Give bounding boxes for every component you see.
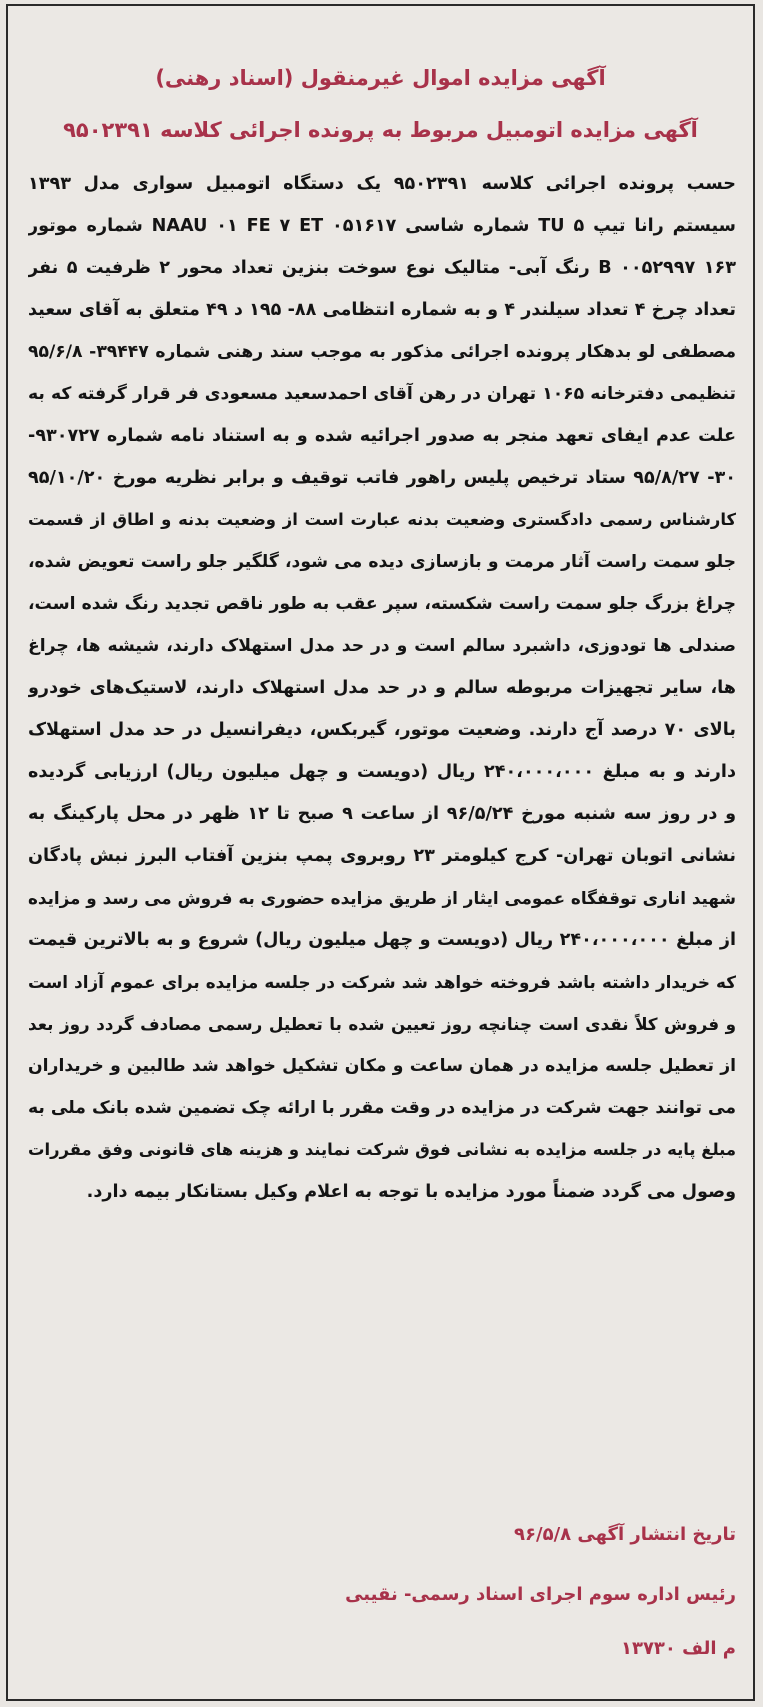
body-line: جلو سمت راست آثار مرمت و بازسازی دیده می شود، گلگیر جلو راست تعویض شده، bbox=[28, 552, 736, 572]
body-line: و در روز سه شنبه مورخ ۹۶/۵/۲۴ از ساعت ۹ صبح تا ۱۲ ظهر در محل پارکینگ به bbox=[28, 804, 736, 824]
body-line: وصول می گردد ضمناً مورد مزایده با توجه به اعلام وکیل بستانکار بیمه دارد. bbox=[86, 1182, 736, 1202]
body-line: از تعطیل جلسه مزایده در همان ساعت و مکان تشکیل خواهد شد طالبین و خریداران bbox=[28, 1056, 736, 1076]
notice-frame bbox=[6, 4, 755, 1701]
body-line: شهید اناری توقفگاه عمومی ایثار از طریق مزایده حضوری به فروش می رسد و مزایده bbox=[28, 888, 736, 908]
body-line: دارند و به مبلغ ۲۴۰،۰۰۰،۰۰۰ ریال (دویست و چهل میلیون ریال) ارزیابی گردیده bbox=[28, 762, 736, 782]
body-line: علت عدم ایفای تعهد منجر به صدور اجرائیه شده و به استناد نامه شماره ۹۳۰۷۲۷- bbox=[28, 426, 736, 446]
body-line: نشانی اتوبان تهران- کرج کیلومتر ۲۳ روبروی پمپ بنزین آفتاب البرز نبش پادگان bbox=[28, 846, 736, 866]
body-line: کارشناس رسمی دادگستری وضعیت بدنه عبارت است از وضعیت بدنه و اطاق از قسمت bbox=[28, 510, 736, 529]
body-line: می توانند جهت شرکت در مزایده در وقت مقرر با ارائه چک تضمین شده بانک ملی به bbox=[28, 1098, 736, 1118]
reference-code: م الف ۱۳۷۳۰ bbox=[620, 1638, 736, 1659]
body-line: مبلغ پایه در جلسه مزایده به نشانی فوق شرکت نمایند و هزینه های قانونی وفق مقررات bbox=[28, 1140, 736, 1159]
body-line: حسب پرونده اجرائی کلاسه ۹۵۰۲۳۹۱ یک دستگاه اتومبیل سواری مدل ۱۳۹۳ bbox=[28, 174, 736, 194]
body-line: ها، سایر تجهیزات مربوطه سالم و در حد مدل استهلاک دارند، لاستیک‌های خودرو bbox=[28, 678, 736, 698]
body-line: و فروش کلاً نقدی است چنانچه روز تعیین شده با تعطیل رسمی مصادف گردد روز بعد bbox=[28, 1014, 736, 1034]
body-line: که خریدار داشته باشد فروخته خواهد شد شرکت در جلسه مزایده برای عموم آزاد است bbox=[28, 972, 736, 992]
body-line: بالای ۷۰ درصد آج دارند. وضعیت موتور، گیربکس، دیفرانسیل در حد مدل استهلاک bbox=[28, 720, 736, 740]
body-line: ۱۶۳ B ۰۰۵۲۹۹۷ رنگ آبی- متالیک نوع سوخت بنزین تعداد محور ۲ ظرفیت ۵ نفر bbox=[28, 258, 736, 278]
publish-date: تاریخ انتشار آگهی ۹۶/۵/۸ bbox=[514, 1524, 736, 1545]
signature: رئیس اداره سوم اجرای اسناد رسمی- نقیبی bbox=[345, 1584, 736, 1605]
body-line: تنظیمی دفترخانه ۱۰۶۵ تهران در رهن آقای احمدسعید مسعودی فر قرار گرفته که به bbox=[28, 384, 736, 404]
body-line: سیستم رانا تیپ ۵ TU شماره شاسی NAAU ۰۱ FE ۷ ET ۰۵۱۶۱۷ شماره موتور bbox=[28, 216, 736, 236]
notice-body bbox=[28, 163, 736, 1213]
body-line: صندلی ها تودوزی، داشبرد سالم است و در حد مدل استهلاک دارند، شیشه ها، چراغ bbox=[28, 636, 736, 656]
notice-title: آگهی مزایده اموال غیرمنقول (اسناد رهنی) bbox=[155, 66, 606, 90]
body-line: تعداد چرخ ۴ تعداد سیلندر ۴ و به شماره انتظامی ۸۸- ۱۹۵ د ۴۹ متعلق به آقای سعید bbox=[28, 300, 736, 320]
body-line: از مبلغ ۲۴۰،۰۰۰،۰۰۰ ریال (دویست و چهل میلیون ریال) شروع و به بالاترین قیمت bbox=[28, 930, 736, 950]
body-line: ۳۰- ۹۵/۸/۲۷ ستاد ترخیص پلیس راهور فاتب توقیف و برابر نظریه مورخ ۹۵/۱۰/۲۰ bbox=[28, 468, 736, 488]
notice-subtitle: آگهی مزایده اتومبیل مربوط به پرونده اجرائی کلاسه ۹۵۰۲۳۹۱ bbox=[63, 118, 698, 142]
body-line: مصطفی لو بدهکار پرونده اجرائی مذکور به موجب سند رهنی شماره ۳۹۴۴۷- ۹۵/۶/۸ bbox=[28, 342, 736, 362]
body-line: چراغ بزرگ جلو سمت راست شکسته، سپر عقب به طور ناقص تجدید رنگ شده است، bbox=[28, 594, 736, 614]
